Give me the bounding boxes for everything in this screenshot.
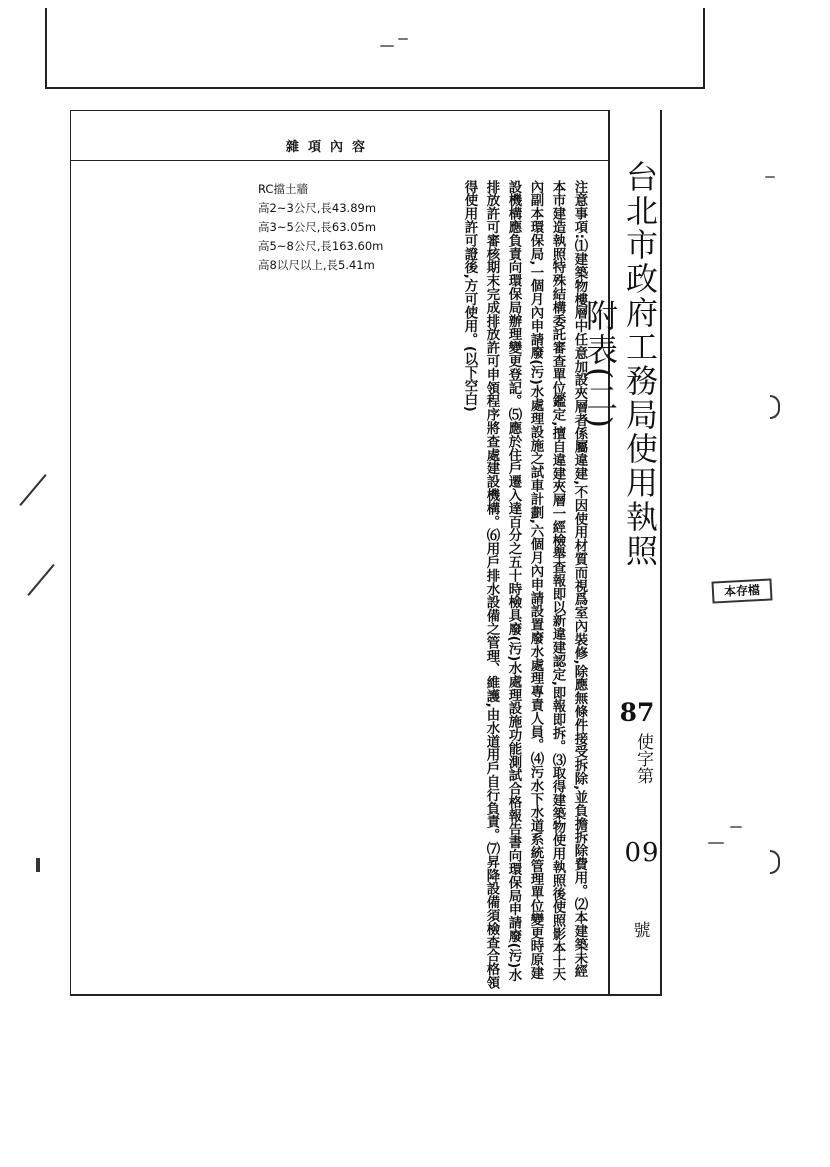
scan-mark — [36, 858, 40, 872]
permit-suffix: 號 — [633, 921, 651, 941]
note-line: 高8以尺以上,長5.41m — [258, 258, 375, 272]
scan-speck — [380, 45, 394, 47]
note-line: 高2~3公尺,長43.89m — [258, 201, 377, 215]
retaining-wall-notes — [258, 180, 428, 275]
frame-line-left — [45, 8, 47, 88]
scan-mark — [27, 564, 54, 596]
scan-speck — [708, 842, 724, 844]
permit-number: 09 — [624, 838, 660, 868]
scan-mark — [19, 474, 46, 506]
header-divider — [70, 160, 610, 161]
note-line: 高5~8公尺,長163.60m — [258, 239, 384, 253]
permit-type: 使字第 — [633, 733, 653, 784]
frame-line-right — [703, 8, 705, 88]
note-line: RC擋土牆 — [258, 182, 308, 196]
precautions-text — [430, 180, 590, 990]
frame-line-top — [45, 87, 705, 89]
permit-year: 87 — [619, 698, 655, 727]
archive-stamp: 本存檔 — [711, 578, 772, 603]
form-title: 台北市政府工務局使用執照附表(二) — [581, 160, 659, 568]
binding-hole-mark — [770, 395, 780, 419]
form-bottom-border — [70, 994, 662, 996]
section-header: 雜項內容 — [285, 140, 374, 155]
scan-speck — [730, 826, 742, 828]
binding-hole-mark — [770, 850, 780, 874]
precautions-paragraph: 注意事項:⑴建築物樓層中任意加設夾層者係屬違建,不因使用材質而視爲室內裝修,除應無條件接受拆除,並負擔拆除費用。⑵本建築未經本市建造執照特殊結構委託審查單位鑑定,擅自違建夾層一經檢舉查報即以新違建認定,即報即拆。⑶取得建築物使用執照後使照影本十天內副本環保局,一個月內申請廢(污)水處理設施之試車計劃,六個月內申請設置廢水處理專責人員。⑷污水下水道系統管理單位變更時原建設機構應負責向環保局辦理變更登記。⑸應於住戶遷入達百分之五十時檢具廢(污)水處理設施功能測試合格報告書向環保局申請廢(污)水排放許可審核期末完成排放許可申領程序將查處建設機構。⑹用戶排水設備之管理、維護,由水道用戶自行負責。⑺昇降設備須檢查合格領得使用許可證後,方可使用。(以下空白) — [462, 180, 587, 990]
scan-speck — [398, 38, 408, 40]
scan-speck — [765, 176, 775, 178]
note-line: 高3~5公尺,長63.05m — [258, 220, 377, 234]
